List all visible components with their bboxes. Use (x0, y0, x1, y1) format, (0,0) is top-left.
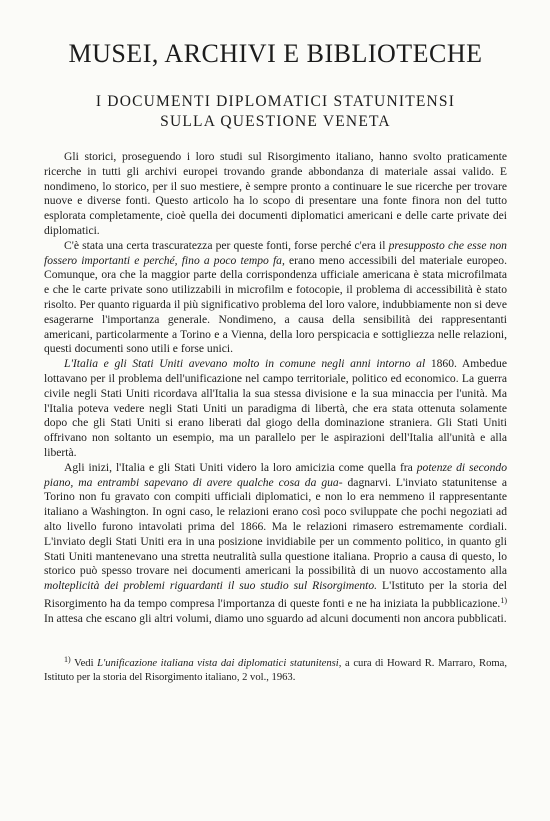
article-title-line-2: SULLA QUESTIONE VENETA (160, 113, 391, 130)
paragraph-2-text-a: C'è stata una certa trascuratezza per queste fonti, forse perché c'era il (64, 238, 389, 252)
paragraph-2 (44, 239, 507, 357)
paragraph-1 (44, 150, 507, 239)
paragraph-4-text-d: In attesa che escano gli altri volumi, diamo uno sguardo ad alcuni documenti non ancora pubblicati. (44, 611, 507, 625)
article-title-line-1: I DOCUMENTI DIPLOMATICI STATUNITENSI (95, 93, 456, 110)
footnote-text-b: a cura di Howard R. Marraro, Roma, Istituto per la storia del Risorgimento italiano, 2 vol., 1963. (44, 657, 507, 683)
paragraph-4-text-a: Agli inizi, l'Italia e gli Stati Uniti videro la loro amicizia come quella fra (64, 460, 417, 474)
footnote-text-a: Vedi (70, 657, 98, 669)
paragraph-4-italic-1: potenze di secondo piano, ma entrambi sapevano di avere qualche cosa da gua- (44, 460, 507, 489)
paragraph-3-text: 1860. Ambedue lottavano per il problema dell'unificazione nel campo territoriale, politico ed economico. La guerra civile negli Stati Uniti ricordava all'Italia la sua stessa divisione e la sua minaccia per l'unità. Ma l'Italia poteva vedere negli Stati Uniti un paradigma di libertà, che era stata ottenuta solamente dopo che gli Stati Uniti si erano liberati dal giogo della dominazione straniera. Gli Stati Uniti offrivano non soltanto un esempio, ma un parallelo per le aspirazioni dell'Italia all'unità e alla libertà. (44, 357, 507, 459)
paragraph-2-text-b: erano meno accessibili del materiale europeo. Comunque, ora che la maggior parte della corrispondenza ufficiale americana è stata microfilmata e che le carte private sono utilizzabili in microfilm e fotocopie, il problema di accessibilità è stato risolto. Per quanto riguarda il più significativo problema del loro valore, indubbiamente non si deve esagerarne l'importanza generale. Nondimeno, a causa della sensibilità dei rappresentanti americani, particolarmente a Torino e a Vienna, della loro perspicacia e sottigliezza nelle relazioni, questi documenti sono utili e forse unici. (44, 253, 507, 356)
footnote-marker: 1) (64, 654, 71, 664)
footnote (44, 653, 507, 685)
paragraph-3-italic: L'Italia e gli Stati Uniti avevano molto in comune negli anni intorno al (64, 357, 426, 371)
paragraph-4-text-b: dagnarvi. L'inviato statunitense a Torino non fu gravato con compiti ufficiali diplomatici, e non lo era nemmeno il rappresentante italiano a Washington. In ogni caso, le relazioni erano così poco sviluppate che pochi negoziati ad alto livello furono intavolati prima del 1866. Ma le relazioni rimasero estremamente cordiali. L'inviato degli Stati Uniti era in una posizione invidiabile per un commento politico, in quanto gli Stati Uniti mantenevano una stretta neutralità sulla questione italiana. Proprio a causa di questo, lo storico può spesso trovare nei documenti americani la possibilità di un nuovo accostamento alla (44, 475, 507, 578)
section-title: MUSEI, ARCHIVI E BIBLIOTECHE (68, 39, 483, 68)
paragraph-2-italic: presupposto che esse non fossero importanti e perché, fino a poco tempo fa, (44, 238, 507, 267)
paragraph-4-italic-2: molteplicità dei problemi riguardanti il suo studio sul Risorgimento. (44, 579, 378, 593)
footnote-reference: 1) (500, 595, 507, 605)
paragraph-3 (44, 357, 507, 461)
paragraph-4 (44, 461, 507, 627)
article-title (44, 92, 507, 132)
article-body (44, 150, 507, 627)
footnote-italic: L'unificazione italiana vista dai diplomatici statunitensi, (97, 657, 342, 669)
paragraph-1-text: Gli storici, proseguendo i loro studi sul Risorgimento italiano, hanno svolto praticamente ricerche in tutti gli archivi europei trovando grande abbondanza di materiale assai valido. E nondimeno, lo storico, per il suo mestiere, è sempre pronto a continuare le sue ricerche per trovare nuove e diverse fonti. Questo articolo ha lo scopo di presentare una fonte finora non del tutto esplorata completamente, cioè quella dei documenti diplomatici americani e delle carte private dei diplomatici. (44, 150, 507, 237)
paragraph-4-text-c: L'Istituto per la storia del Risorgimento ha da tempo compresa l'importanza di queste fonti e ne ha iniziata la pubblicazione. (44, 579, 507, 610)
